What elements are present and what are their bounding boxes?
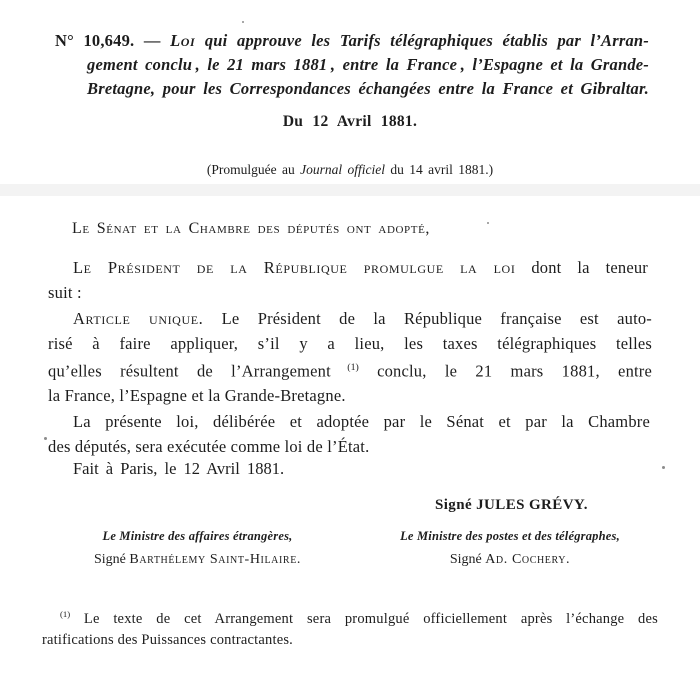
minister-left-block	[40, 529, 355, 568]
adoption-clause: Le Sénat et la Chambre des députés ont adopté,	[72, 220, 430, 237]
scan-speck	[662, 466, 665, 469]
minister-right-title: Le Ministre des postes et des télégraphes,	[400, 529, 620, 543]
footnote: $^{(1)}$ Le texte de cet Arrangement sera promulgué officiellement après l’échange des ratifications des Puissances contractantes.	[42, 609, 658, 648]
promulgation-clause: Le Président de la République promulgue la loi dont la teneur suit :	[48, 258, 648, 302]
minister-left-signature: Signé Barthélemy Saint-Hilaire.	[94, 552, 301, 567]
president-signature: Signé JULES GRÉVY.	[435, 497, 588, 513]
minister-right-block	[360, 529, 660, 568]
scan-artifact-band	[0, 184, 700, 196]
place-date-line: Fait à Paris, le 12 Avril 1881.	[73, 459, 285, 478]
law-number-heading: N° 10,649. — Loi qui approuve les Tarifs télégraphiques établis par l’Arran- gement conclu , le 21 mars 1881 , entre la France , l’Espagne et la Grande- Bretagne, pour les Correspondances échangées entre la France et Gibraltar.	[55, 31, 649, 98]
article-unique-paragraph: Article unique. Le Président de la République française est auto- risé à faire appliquer, s’il y a lieu, les taxes télégraphiques telles qu’elles résultent de l’Arrangement $^{(1)}$ conclu, le 21 mars 1881, entre la France, l’Espagne et la Grande-Bretagne.	[48, 309, 653, 405]
scan-speck	[487, 222, 489, 224]
scan-speck	[44, 437, 47, 440]
minister-left-title: Le Ministre des affaires étrangères,	[102, 529, 293, 543]
execution-paragraph: La présente loi, délibérée et adoptée par le Sénat et par la Chambre des députés, sera exécutée comme loi de l’État.	[48, 412, 650, 456]
promulgation-note: (Promulguée au Journal officiel du 14 avril 1881.)	[206, 162, 494, 177]
minister-right-signature: Signé Ad. Cochery.	[449, 552, 571, 567]
scan-speck	[242, 21, 244, 23]
law-date-line: Du 12 Avril 1881.	[282, 113, 418, 130]
